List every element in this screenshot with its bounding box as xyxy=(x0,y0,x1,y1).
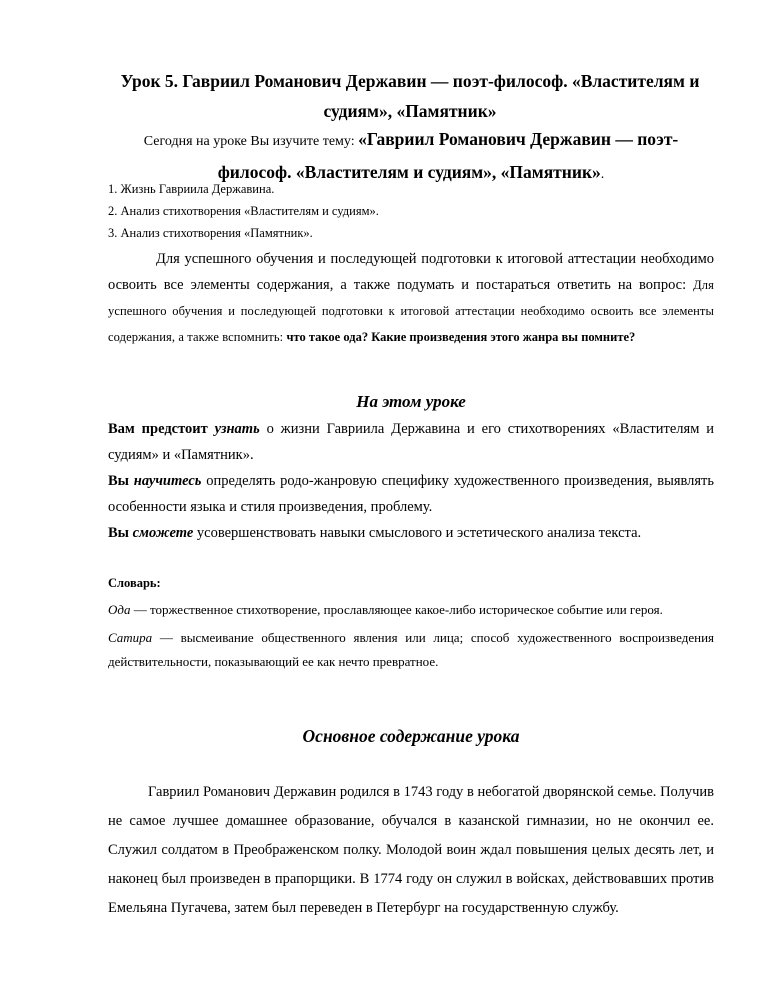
task-paragraph xyxy=(108,246,714,350)
lesson-goals xyxy=(108,416,714,546)
intro-prefix: Сегодня на уроке Вы изучите тему: xyxy=(143,134,359,149)
lesson-plan-list xyxy=(108,178,714,244)
dictionary xyxy=(108,598,714,674)
goal-verb: научитесь xyxy=(133,473,202,489)
goal-text: о жизни Гавриила Державина и его стихотворениях «Властителям и судиям» и «Памятник». xyxy=(108,421,714,463)
goal-item xyxy=(108,520,714,546)
goal-item xyxy=(108,468,714,520)
goal-lead: Вам предстоит xyxy=(108,421,215,437)
plan-item: 2. Анализ стихотворения «Властителям и судиям». xyxy=(108,204,379,218)
goal-item xyxy=(108,416,714,468)
goal-lead: Вы xyxy=(108,525,133,541)
goal-verb: сможете xyxy=(132,525,194,541)
task-small: Для успешного обучения и последующей подготовки к итоговой аттестации необходимо освоить все элементы содержания, а также вспомнить: xyxy=(108,278,714,344)
intro-suffix: . xyxy=(600,167,605,182)
dictionary-title: Словарь: xyxy=(108,576,161,590)
dictionary-definition: — торжественное стихотворение, прославляющее какое-либо историческое событие или героя. xyxy=(130,602,663,617)
goal-text: усовершенствовать навыки смыслового и эстетического анализа текста. xyxy=(193,525,642,541)
content-paragraph xyxy=(108,778,714,923)
content-heading: Основное содержание урока xyxy=(302,726,520,746)
plan-item: 1. Жизнь Гавриила Державина. xyxy=(108,182,275,196)
dictionary-term: Ода xyxy=(108,602,131,617)
lesson-section-heading: На этом уроке xyxy=(356,392,466,411)
goal-lead: Вы xyxy=(108,473,134,489)
dictionary-term: Сатира xyxy=(108,630,153,645)
task-main: Для успешного обучения и последующей подготовки к итоговой аттестации необходимо освоить все элементы содержания, а также подумать и постараться ответить на вопрос: xyxy=(108,251,714,293)
goal-text: определять родо-жанровую специфику художественного произведения, выявлять особенности языка и стиля произведения, проблему. xyxy=(108,473,714,515)
intro-topic: «Гавриил Романович Державин — поэт-философ. «Властителям и судиям», «Памятник» xyxy=(217,129,679,182)
content-text: Гавриил Романович Державин родился в 1743 году в небогатой дворянской семье. Получив не самое лучшее домашнее образование, обучался в казанской гимназии, но не окончил ее. Служил солдатом в Преображенском полку. Молодой воин ждал повышения целых десять лет, и наконец был произведен в прапорщики. В 1774 году он служил в войсках, действовавших против Емельяна Пугачева, затем был переведен в Петербург на государственную службу. xyxy=(108,784,714,916)
task-question: что такое ода? Какие произведения этого жанра вы помните? xyxy=(286,330,636,344)
dictionary-entry xyxy=(108,598,714,622)
goal-verb: узнать xyxy=(214,421,260,437)
dictionary-definition: — высмеивание общественного явления или лица; способ художественного воспроизведения действительности, показывающий ее как нечто превратное. xyxy=(108,630,714,669)
lesson-title: Урок 5. Гавриил Романович Державин — поэт-философ. «Властителям и судиям», «Памятник» xyxy=(120,71,700,121)
plan-item: 3. Анализ стихотворения «Памятник». xyxy=(108,226,313,240)
dictionary-entry xyxy=(108,626,714,674)
